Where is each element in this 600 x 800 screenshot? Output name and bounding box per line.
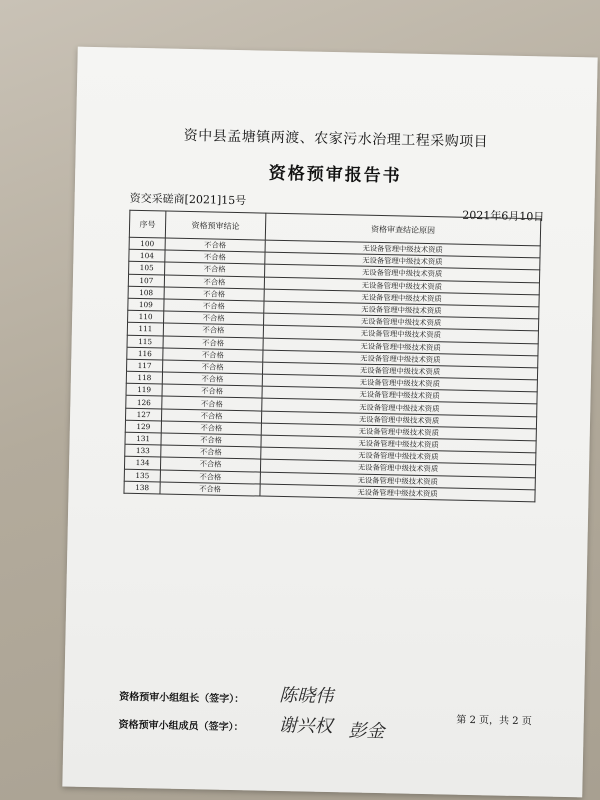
row-result: 不合格	[164, 311, 264, 325]
row-reason: 无设备管理中级技术资质	[264, 289, 539, 307]
row-result: 不合格	[162, 384, 262, 398]
row-result: 不合格	[161, 409, 261, 423]
row-result: 不合格	[162, 396, 262, 410]
leader-signature	[279, 681, 334, 708]
leader-signature-text: 陈晓伟	[279, 684, 334, 708]
row-number: 111	[127, 323, 163, 336]
document-subtitle: 资格预审报告书	[268, 163, 402, 187]
row-reason: 无设备管理中级技术资质	[260, 484, 535, 502]
row-number: 134	[124, 457, 160, 470]
row-result: 不合格	[161, 421, 261, 435]
member-signature-2	[348, 716, 385, 743]
row-reason: 无设备管理中级技术资质	[262, 386, 537, 404]
row-reason: 无设备管理中级技术资质	[264, 313, 539, 331]
member-signature-2-text: 彭金	[348, 720, 385, 743]
member-signature-1	[278, 711, 333, 738]
page-info: 第 2 页，共 2 页	[456, 714, 532, 728]
member-signature-1-text: 谢兴权	[278, 714, 333, 738]
row-result: 不合格	[162, 372, 262, 386]
row-reason: 无设备管理中级技术资质	[265, 240, 540, 258]
row-reason: 无设备管理中级技术资质	[263, 350, 538, 368]
header-result: 资格预审结论	[165, 211, 266, 240]
table-body	[124, 237, 540, 501]
row-number: 126	[126, 396, 162, 409]
row-reason: 无设备管理中级技术资质	[261, 423, 536, 441]
row-number: 107	[128, 274, 164, 287]
row-number: 109	[128, 298, 164, 311]
row-result: 不合格	[160, 482, 260, 496]
row-result: 不合格	[164, 275, 264, 289]
row-number: 115	[127, 335, 163, 348]
row-number: 127	[125, 408, 161, 421]
row-number: 104	[129, 249, 165, 262]
row-reason: 无设备管理中级技术资质	[261, 435, 536, 453]
row-reason: 无设备管理中级技术资质	[262, 362, 537, 380]
row-result: 不合格	[164, 287, 264, 301]
row-reason: 无设备管理中级技术资质	[260, 459, 535, 477]
row-result: 不合格	[161, 433, 261, 447]
row-result: 不合格	[163, 360, 263, 374]
row-result: 不合格	[160, 457, 260, 471]
row-reason: 无设备管理中级技术资质	[264, 277, 539, 295]
row-reason: 无设备管理中级技术资质	[261, 411, 536, 429]
document-number: 资交采磋商[2021]15号	[129, 191, 247, 208]
row-result: 不合格	[165, 238, 265, 252]
document-date: 2021年6月10日	[462, 208, 545, 224]
row-number: 135	[124, 469, 160, 482]
row-number: 116	[127, 347, 163, 360]
row-reason: 无设备管理中级技术资质	[265, 252, 540, 270]
row-number: 133	[125, 444, 161, 457]
row-number: 119	[126, 383, 162, 396]
row-reason: 无设备管理中级技术资质	[264, 301, 539, 319]
row-number: 138	[124, 481, 160, 494]
row-reason: 无设备管理中级技术资质	[262, 374, 537, 392]
document-title: 资中县孟塘镇两渡、农家污水治理工程采购项目	[183, 127, 489, 151]
row-number: 118	[126, 371, 162, 384]
row-result: 不合格	[161, 445, 261, 459]
row-number: 108	[128, 286, 164, 299]
row-number: 105	[129, 262, 165, 275]
row-number: 131	[125, 432, 161, 445]
row-result: 不合格	[160, 470, 260, 484]
leader-signature-label: 资格预审小组组长（签字）：	[119, 691, 245, 706]
row-result: 不合格	[163, 335, 263, 349]
header-number: 序号	[129, 210, 166, 238]
row-number: 110	[128, 310, 164, 323]
row-reason: 无设备管理中级技术资质	[265, 264, 540, 282]
row-result: 不合格	[163, 323, 263, 337]
row-reason: 无设备管理中级技术资质	[260, 472, 535, 490]
row-result: 不合格	[163, 348, 263, 362]
row-result: 不合格	[165, 250, 265, 264]
row-reason: 无设备管理中级技术资质	[263, 325, 538, 343]
document-page	[62, 47, 597, 798]
row-number: 117	[127, 359, 163, 372]
row-number: 129	[125, 420, 161, 433]
row-reason: 无设备管理中级技术资质	[263, 338, 538, 356]
header-reason: 资格审查结论原因	[265, 213, 541, 246]
prequalification-table	[123, 210, 541, 503]
row-reason: 无设备管理中级技术资质	[261, 447, 536, 465]
row-result: 不合格	[164, 299, 264, 313]
row-reason: 无设备管理中级技术资质	[262, 399, 537, 417]
member-signature-label: 资格预审小组成员（签字）：	[118, 719, 244, 734]
row-result: 不合格	[165, 262, 265, 276]
row-number: 100	[129, 237, 165, 250]
